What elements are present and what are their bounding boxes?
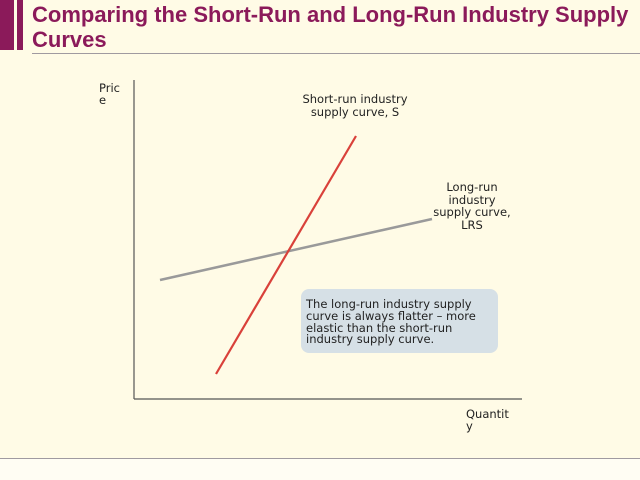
short-run-curve-label: Short-run industry supply curve, S bbox=[302, 92, 408, 119]
long-run-curve-label: Long-run industry supply curve, LRS bbox=[433, 180, 511, 232]
footer-band bbox=[0, 459, 640, 480]
y-axis-label: Price bbox=[99, 81, 120, 107]
note-callout: The long-run industry supply curve is always flatter – more elastic than the short-run industry supply curve. bbox=[301, 289, 498, 353]
slide-title: Comparing the Short-Run and Long-Run Industry Supply Curves bbox=[32, 2, 629, 52]
long-run-supply-curve bbox=[160, 219, 432, 280]
x-axis-label: Quantity bbox=[466, 407, 509, 433]
